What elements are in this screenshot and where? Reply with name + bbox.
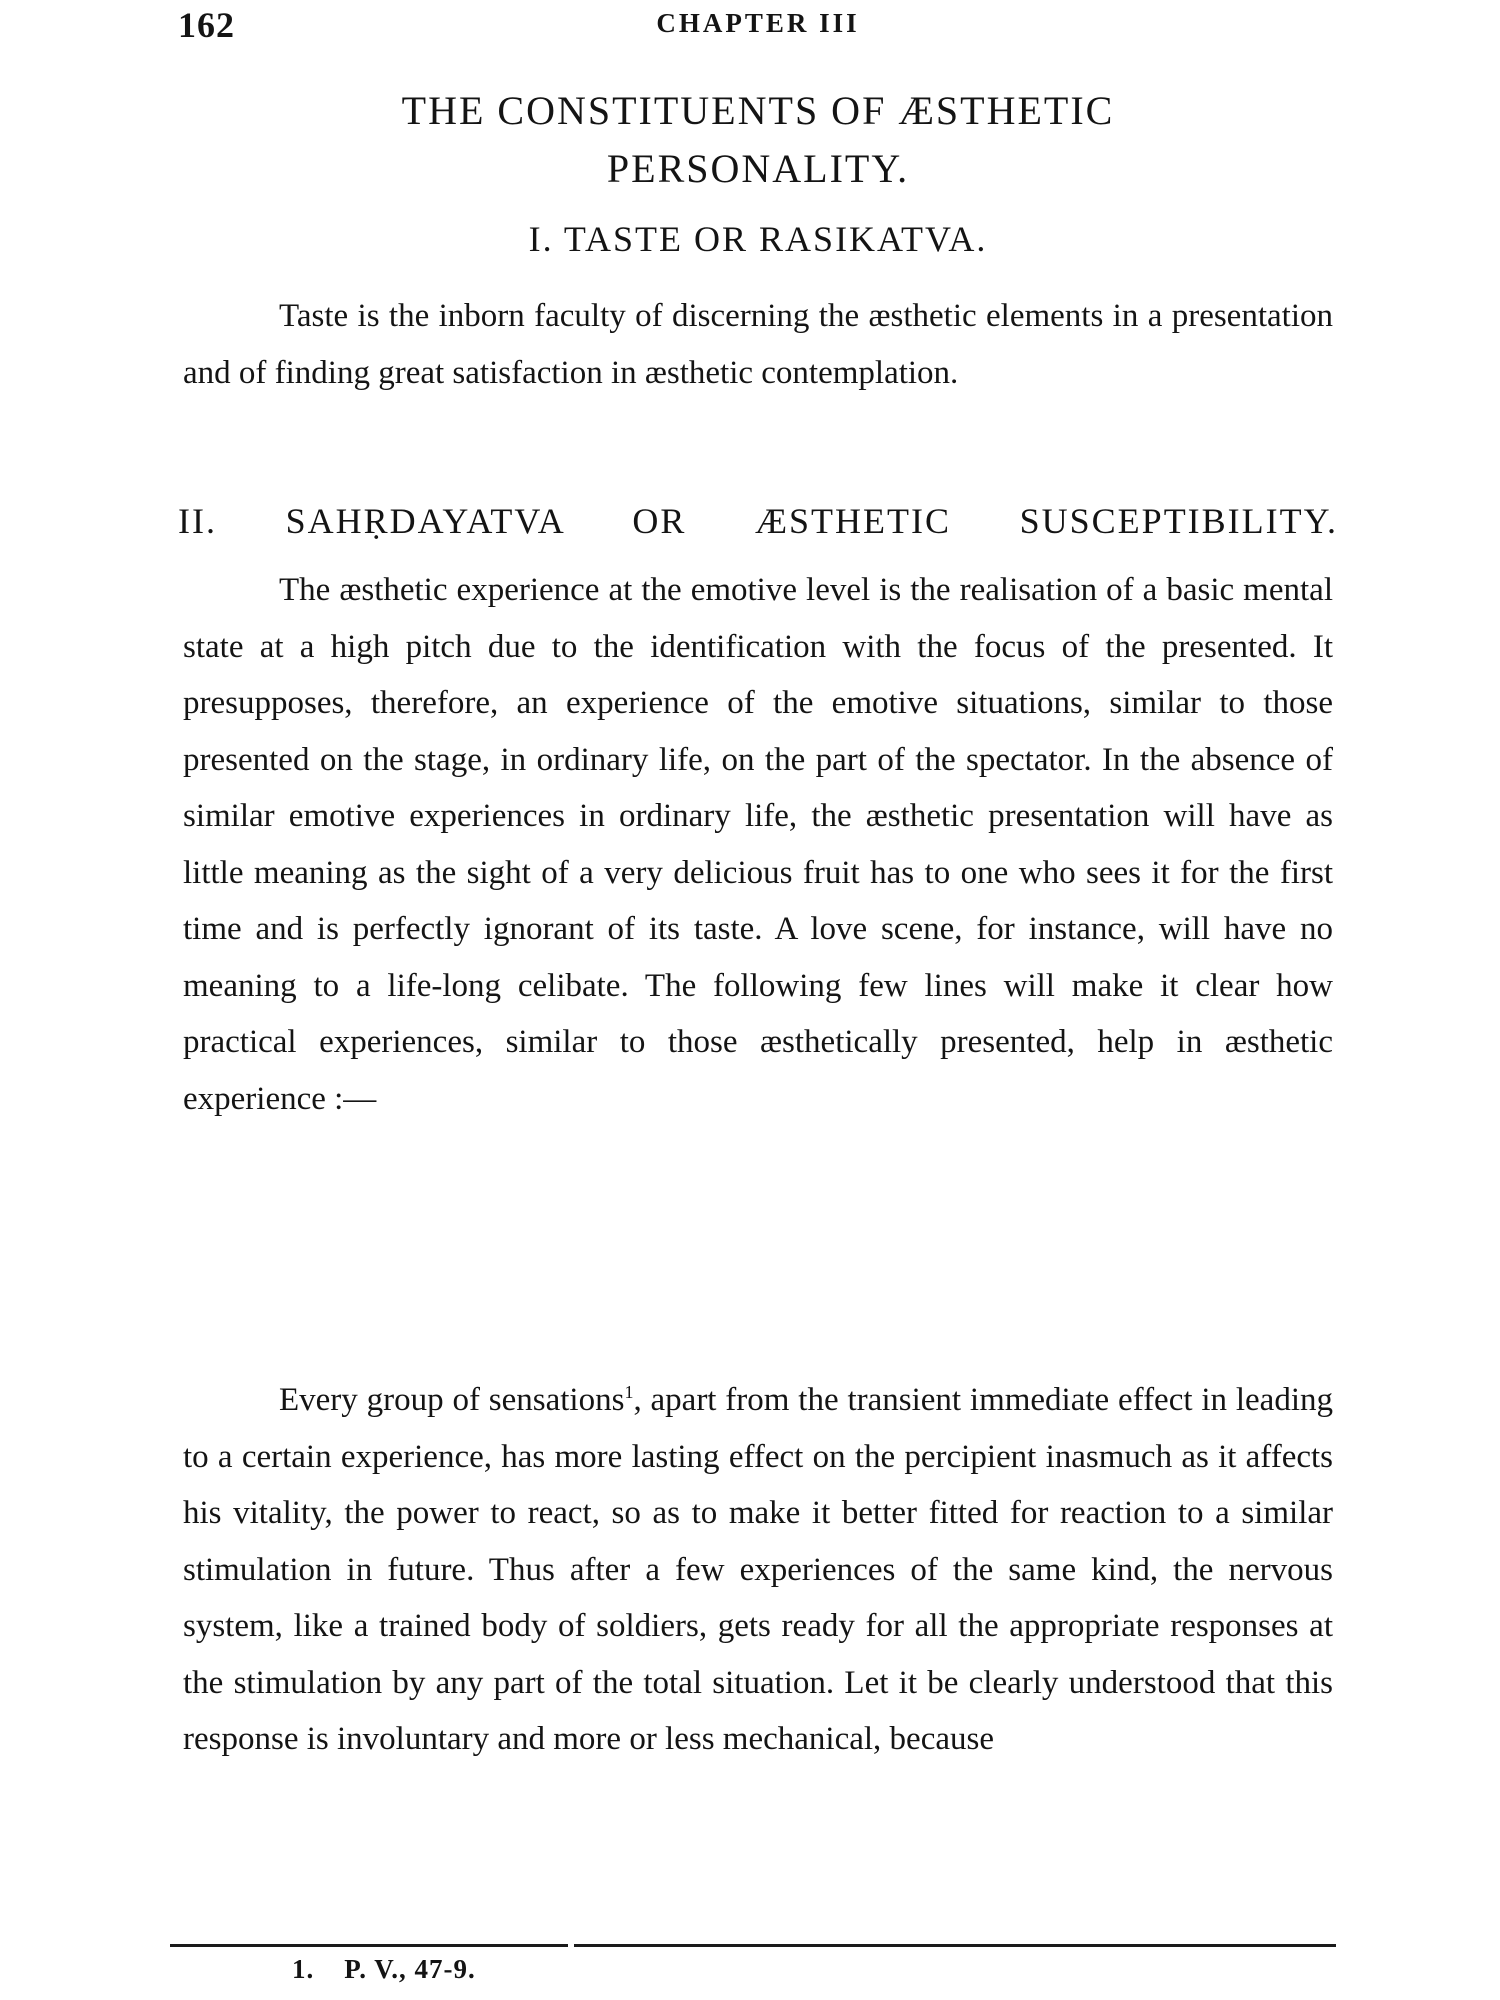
footnote-rule-left <box>170 1944 568 1947</box>
paragraph-sahrdayatva: The æsthetic experience at the emotive level is the realisation of a basic mental state at a high pitch due to the identification with the focus of the presented. It presupposes, therefore, an experience of the emotive situations, similar to those presented on the stage, in ordinary life, on the part of the spectator. In the absence of similar emotive experiences in ordinary life, the æsthetic presentation will have as little meaning as the sight of a very delicious fruit has to one who sees it for the first time and is perfectly ignorant of its taste. A love scene, for instance, will have no meaning to a life-long celibate. The following few lines will make it clear how practical experiences, similar to those æsthetically presented, help in æsthetic experience :— <box>183 572 1333 1117</box>
footnote-rule-right <box>574 1944 1336 1947</box>
paragraph-taste: Taste is the inborn faculty of discerning the æsthetic elements in a presentation and of finding great satisfaction in æsthetic contemplation. <box>183 298 1333 391</box>
section-heading-taste: I. TASTE OR RASIKATVA. <box>528 219 988 259</box>
chapter-title-line-1: THE CONSTITUENTS OF ÆSTHETIC <box>401 88 1115 133</box>
running-head <box>178 4 1338 48</box>
quoted-paragraph-start: Every group of sensations <box>279 1382 625 1418</box>
footnote-text: P. V., 47-9. <box>344 1954 476 1984</box>
page-number: 162 <box>178 5 235 45</box>
footnote <box>292 1954 476 1985</box>
footnote-number: 1. <box>292 1954 315 1984</box>
section-heading-sahrdayatva: II. SAHṚDAYATVA OR ÆSTHETIC SUSCEPTIBILITY. <box>178 501 1338 541</box>
footnote-reference: 1 <box>624 1382 634 1402</box>
chapter-label: CHAPTER III <box>656 8 860 38</box>
quoted-paragraph <box>183 1372 1333 1768</box>
chapter-title <box>178 82 1338 198</box>
chapter-title-line-2: PERSONALITY. <box>606 146 910 191</box>
quoted-paragraph-rest: , apart from the transient immediate effect in leading to a certain experience, has more lasting effect on the percipient inasmuch as it affects his vitality, the power to react, so as to make it better fitted for reaction to a similar stimulation in future. Thus after a few experiences of the same kind, the nervous system, like a trained body of soldiers, gets ready for all the appropriate responses at the stimulation by any part of the total situation. Let it be clearly understood that this response is involuntary and more or less mechanical, because <box>183 1382 1333 1757</box>
